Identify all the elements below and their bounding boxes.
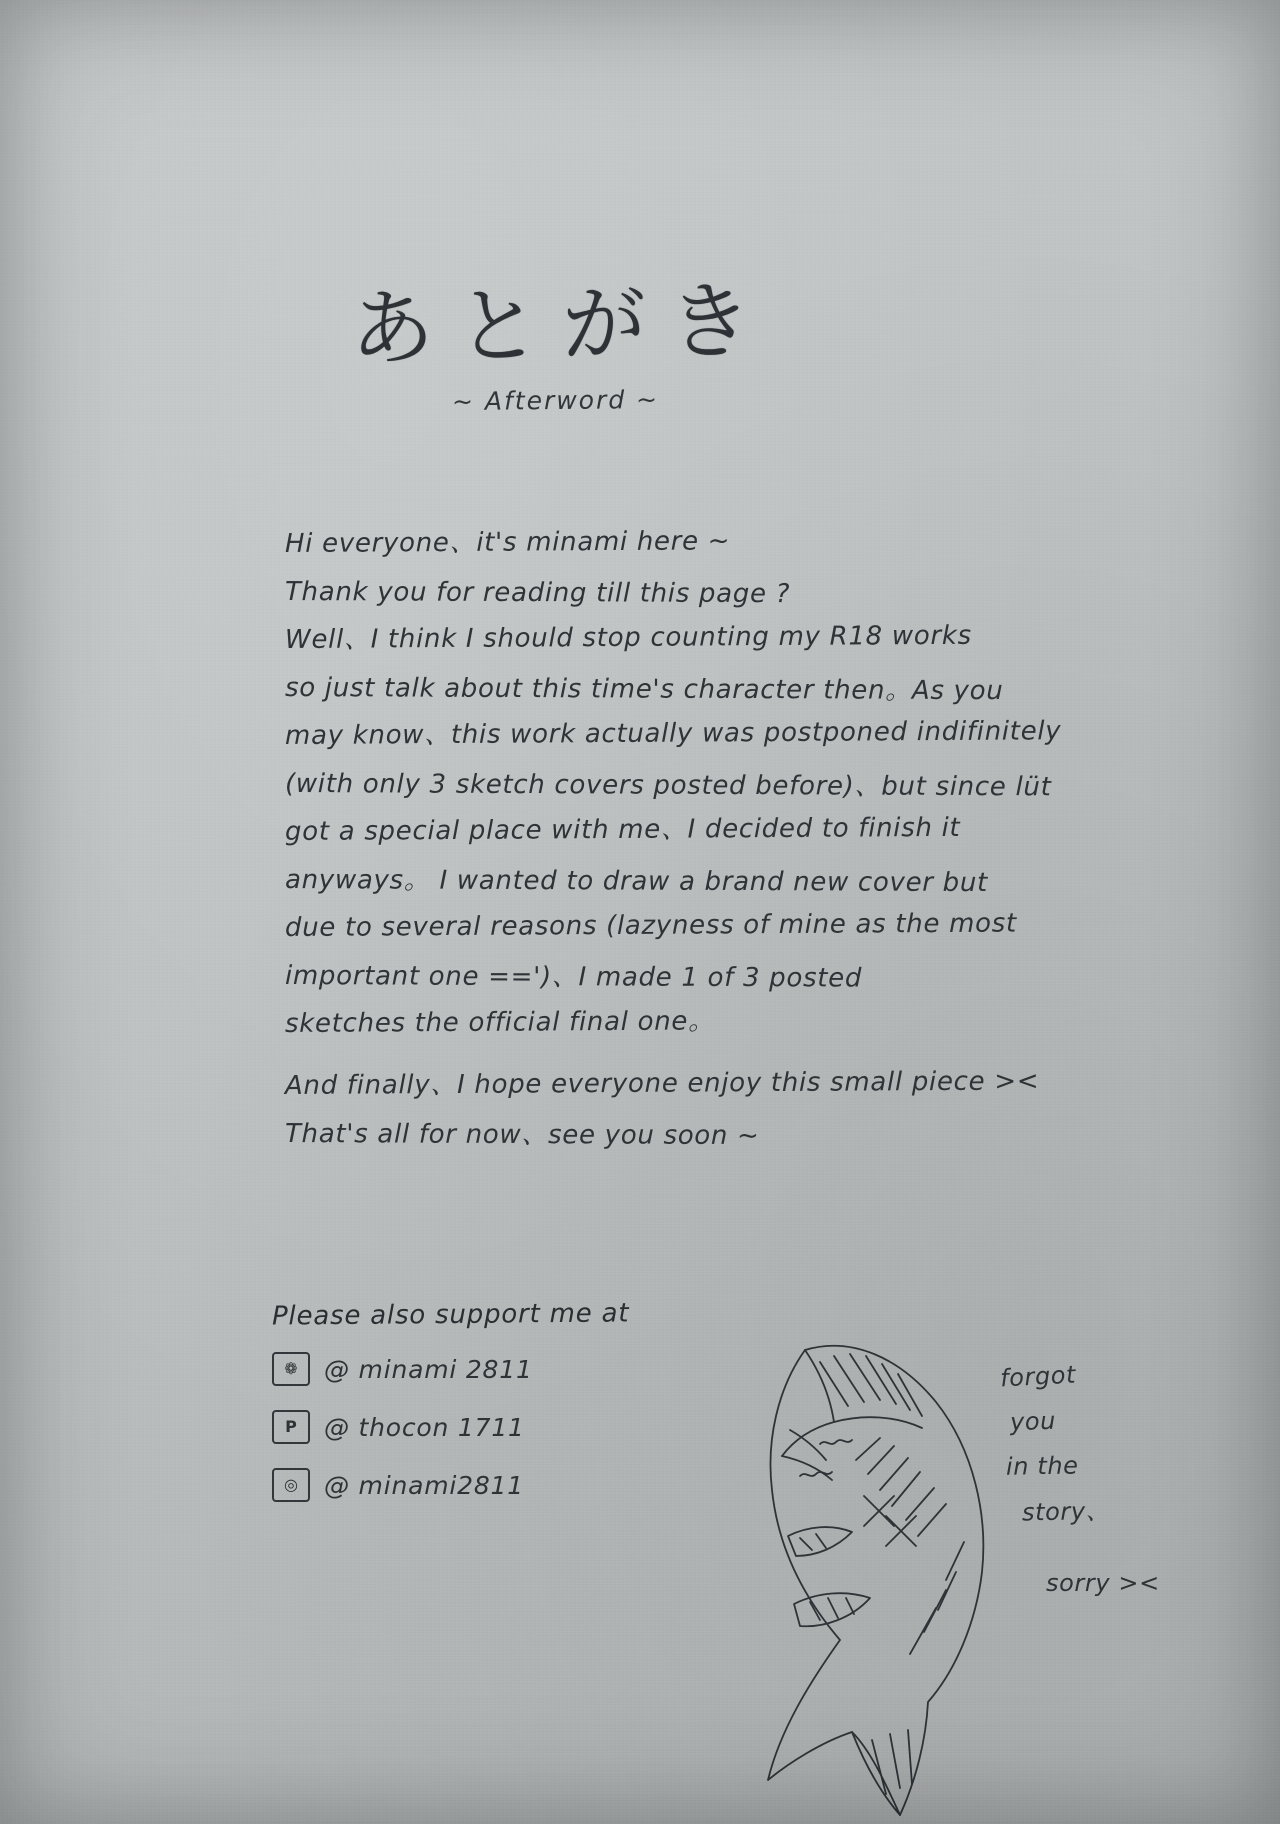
body-line: may know、this work actually was postponed indifinitely (284, 716, 1062, 751)
fish-note-line: story、 (1021, 1496, 1111, 1527)
fish-note-line: in the (1005, 1451, 1079, 1481)
body-line: important one ==')、I made 1 of 3 posted (284, 961, 863, 994)
list-item (272, 1410, 629, 1444)
support-section-title: Please also support me at (271, 1298, 630, 1332)
body-line: Thank you for reading till this page ? (284, 577, 791, 610)
handle-text: @ thocon 1711 (324, 1412, 525, 1442)
fish-annotation (1000, 1350, 1210, 1606)
fish-note-line: sorry >< (1046, 1569, 1160, 1597)
list-item (272, 1468, 629, 1502)
body-line: so just talk about this time's character then。As you (284, 673, 1004, 707)
support-section (272, 1300, 629, 1526)
body-line: Hi everyone、it's minami here ~ (284, 526, 731, 559)
instagram-icon: ◎ (272, 1468, 310, 1502)
body-line: due to several reasons (lazyness of mine as the most (284, 908, 1017, 943)
fish-note-line: forgot (999, 1360, 1077, 1393)
body-line: That's all for now、see you soon ~ (284, 1119, 760, 1152)
handle-text: @ minami2811 (324, 1470, 524, 1500)
body-line: (with only 3 sketch covers posted before)、but since lüt (284, 769, 1052, 803)
afterword-body (284, 520, 1062, 1158)
body-line: sketches the official final one。 (284, 1006, 715, 1039)
handle-text: @ minami 2811 (324, 1354, 533, 1384)
fish-note-line: you (1009, 1406, 1057, 1437)
twitter-bird-icon: ❁ (272, 1352, 310, 1386)
page-subtitle: ~ Afterword ~ (451, 384, 660, 417)
body-line: anyways。 I wanted to draw a brand new cover but (284, 865, 989, 899)
page-title-japanese: あとがき (349, 271, 776, 379)
body-line: Well、I think I should stop counting my R18 works (284, 620, 972, 655)
body-line: And finally、I hope everyone enjoy this small piece >< (284, 1066, 1040, 1101)
list-item (272, 1352, 629, 1386)
body-line: got a special place with me、I decided to finish it (284, 812, 961, 847)
pixiv-p-icon: P (272, 1410, 310, 1444)
